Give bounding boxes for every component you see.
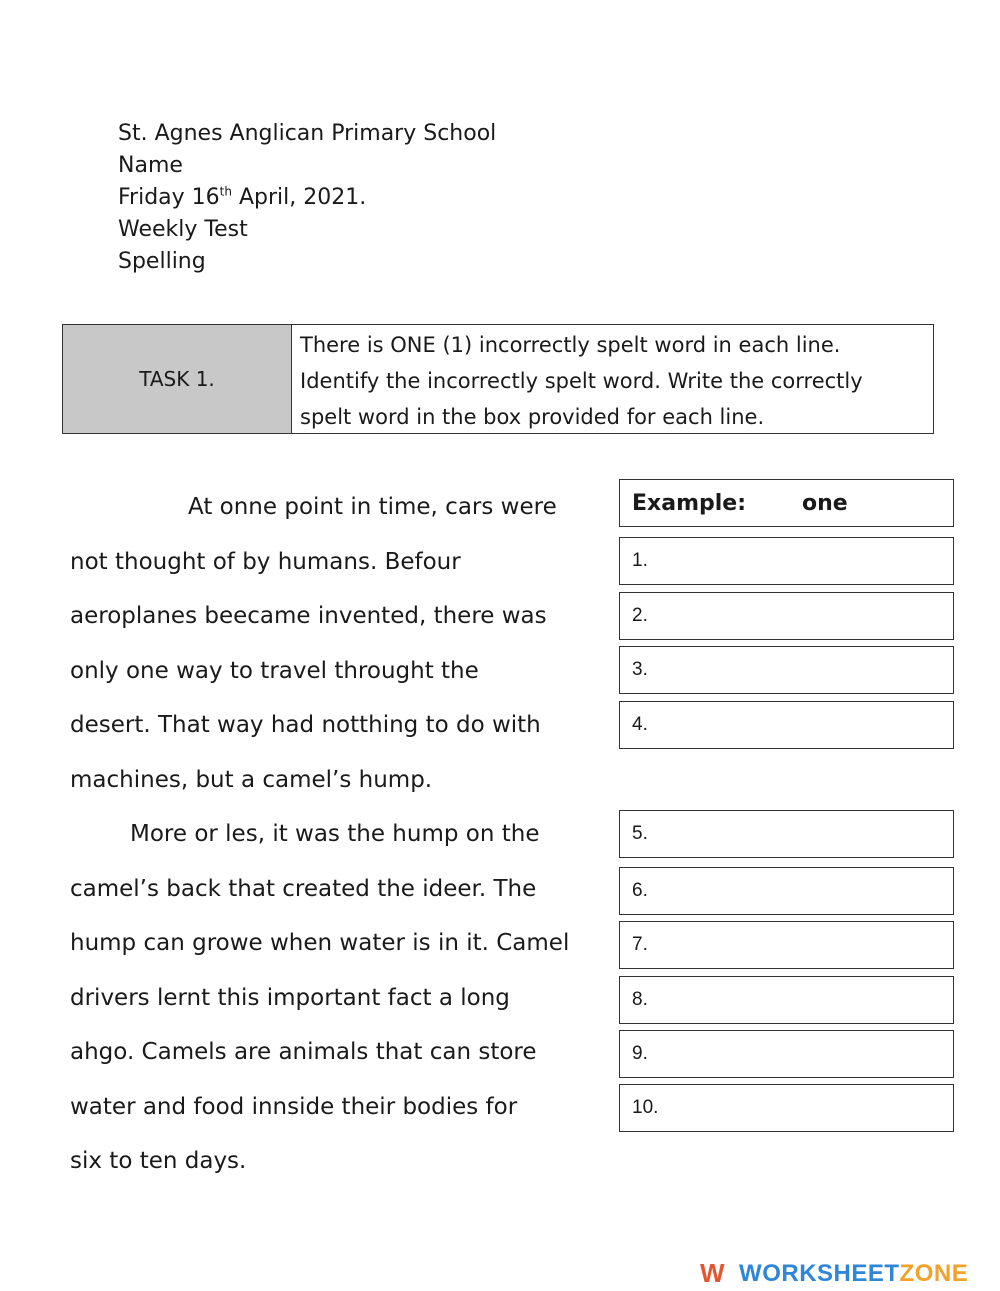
answer-number: 8.: [632, 989, 648, 1010]
example-label: Example:: [632, 490, 746, 516]
passage-line: only one way to travel throught the: [70, 657, 479, 684]
example-box: [619, 479, 954, 527]
task-instructions: [292, 325, 933, 433]
answer-number: 2.: [632, 605, 648, 626]
name-label: Name: [118, 153, 183, 178]
answer-number: 5.: [632, 823, 648, 844]
task-table: [62, 324, 934, 434]
worksheetzone-logo: [700, 1258, 968, 1289]
answer-box-7[interactable]: [619, 921, 954, 969]
task-label: TASK 1.: [63, 325, 292, 433]
example-word: one: [802, 490, 848, 516]
answer-box-3[interactable]: [619, 646, 954, 694]
answer-number: 4.: [632, 714, 648, 735]
instruction-line: There is ONE (1) incorrectly spelt word in each line.: [300, 333, 841, 357]
passage-line: At onne point in time, cars were: [188, 494, 557, 520]
logo-text-worksheet: WORKSHEET: [739, 1259, 900, 1287]
passage-line: camel’s back that created the ideer. The: [70, 875, 537, 902]
answer-box-10[interactable]: [619, 1084, 954, 1132]
passage-line: aeroplanes beecame invented, there was: [70, 603, 547, 629]
logo-text-zone: ZONE: [899, 1259, 969, 1287]
w-logo-icon: W: [700, 1258, 726, 1288]
instruction-line: spelt word in the box provided for each line.: [300, 405, 765, 429]
document-header: [118, 118, 496, 278]
passage-line: More or les, it was the hump on the: [130, 821, 540, 847]
answer-box-5[interactable]: [619, 810, 954, 858]
reading-passage: [70, 480, 600, 1189]
test-date: Friday 16th April, 2021.: [118, 184, 367, 210]
answer-box-9[interactable]: [619, 1030, 954, 1078]
passage-line: ahgo. Camels are animals that can store: [70, 1039, 537, 1065]
test-title: Weekly Test: [118, 217, 248, 242]
passage-line: not thought of by humans. Befour: [70, 548, 461, 575]
passage-line: desert. That way had notthing to do with: [70, 712, 541, 738]
answer-box-8[interactable]: [619, 976, 954, 1024]
passage-line: hump can growe when water is in it. Camel: [70, 930, 570, 956]
instruction-line: Identify the incorrectly spelt word. Write the correctly: [300, 369, 863, 393]
answer-number: 3.: [632, 659, 648, 680]
passage-line: drivers lernt this important fact a long: [70, 984, 510, 1011]
answer-box-6[interactable]: [619, 867, 954, 915]
answer-box-1[interactable]: [619, 537, 954, 585]
school-name: St. Agnes Anglican Primary School: [118, 121, 497, 146]
passage-line: machines, but a camel’s hump.: [70, 766, 433, 793]
subject-label: Spelling: [118, 249, 206, 274]
answer-box-4[interactable]: [619, 701, 954, 749]
passage-line: six to ten days.: [70, 1148, 247, 1174]
answer-number: 10.: [632, 1097, 659, 1118]
answer-number: 6.: [632, 880, 648, 901]
answer-box-2[interactable]: [619, 592, 954, 640]
answer-number: 9.: [632, 1043, 648, 1064]
answer-number: 7.: [632, 934, 648, 955]
passage-line: water and food innside their bodies for: [70, 1093, 518, 1120]
answer-number: 1.: [632, 550, 648, 571]
